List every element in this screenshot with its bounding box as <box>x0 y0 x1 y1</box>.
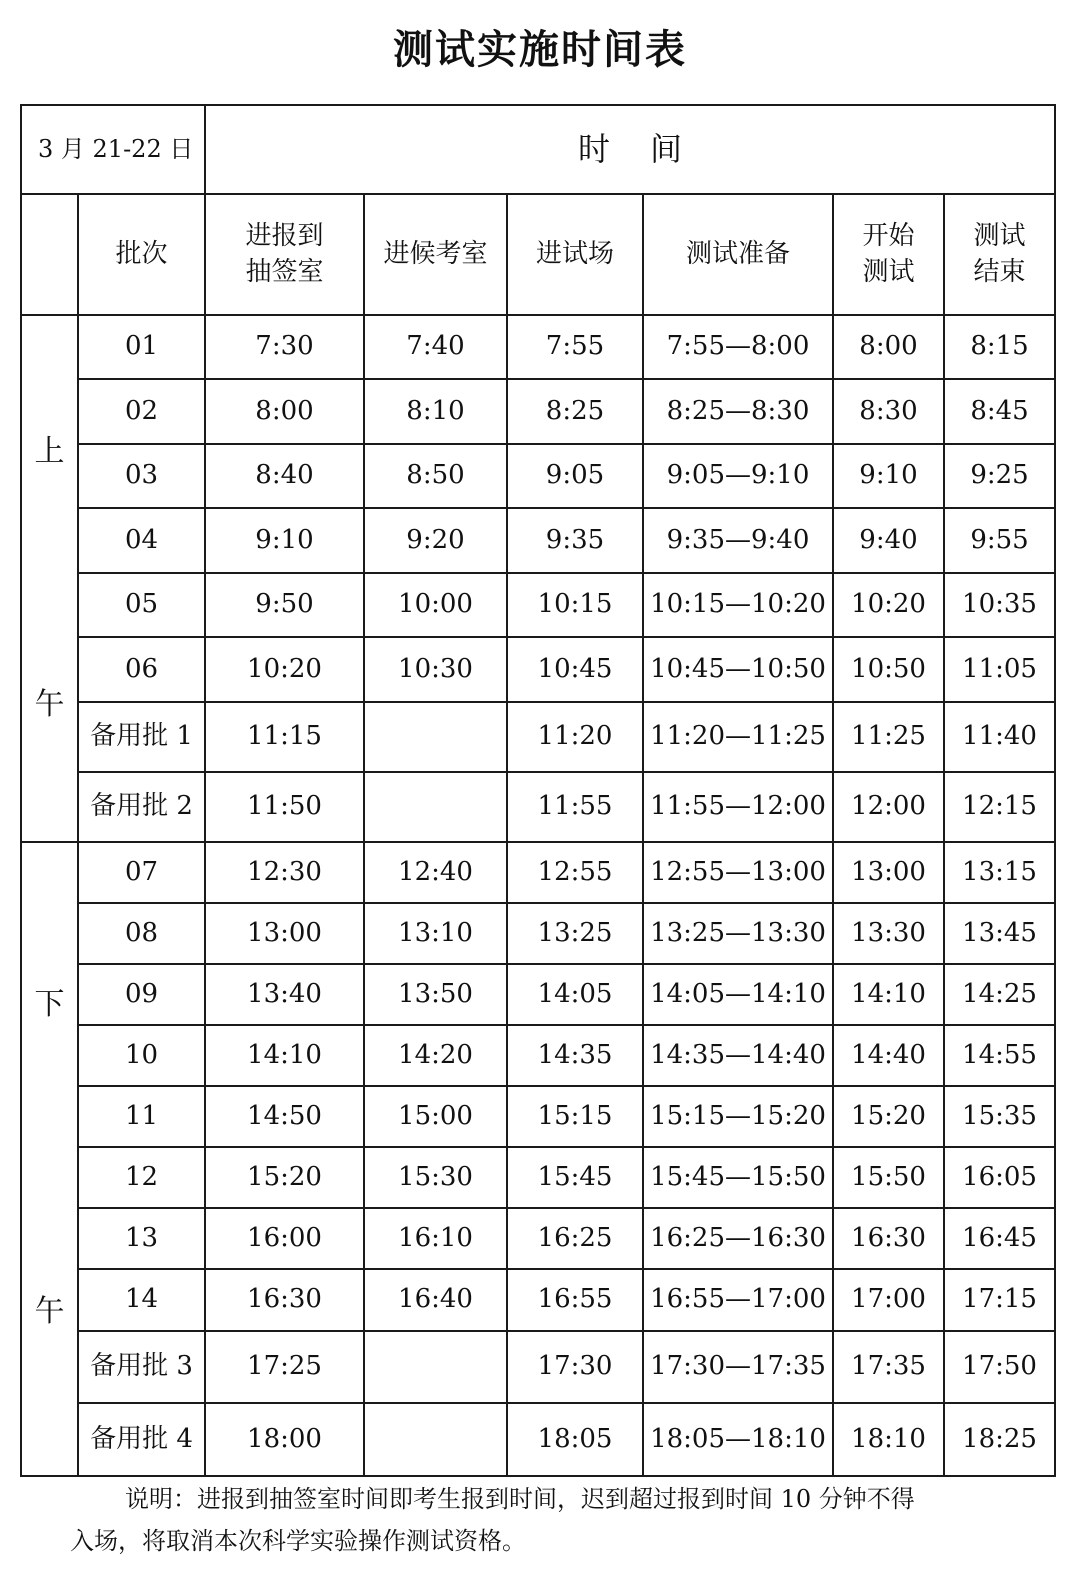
header-end-line1: 测试 <box>973 221 1026 252</box>
report-cell: 13:40 <box>205 964 364 1025</box>
batch-cell: 09 <box>78 964 205 1025</box>
table-row <box>21 1403 1055 1476</box>
start-cell: 15:20 <box>833 1086 944 1147</box>
enter-cell: 10:15 <box>507 573 643 637</box>
start-cell: 14:10 <box>833 964 944 1025</box>
start-cell: 17:00 <box>833 1269 944 1331</box>
prep-cell: 15:15—15:20 <box>643 1086 833 1147</box>
end-cell: 8:45 <box>944 379 1055 444</box>
header-report-line2: 抽签室 <box>245 256 324 287</box>
header-blank-cell <box>21 194 78 315</box>
header-start-line2: 测试 <box>862 256 915 287</box>
enter-cell: 14:35 <box>507 1025 643 1086</box>
enter-cell: 18:05 <box>507 1403 643 1476</box>
prep-cell: 13:25—13:30 <box>643 903 833 964</box>
end-cell: 13:15 <box>944 842 1055 903</box>
header-enter-field: 进试场 <box>507 194 643 315</box>
batch-cell: 01 <box>78 315 205 379</box>
start-cell: 12:00 <box>833 772 944 842</box>
start-cell: 16:30 <box>833 1208 944 1269</box>
waiting-cell <box>364 1331 507 1403</box>
start-cell: 8:30 <box>833 379 944 444</box>
batch-cell: 06 <box>78 637 205 702</box>
afternoon-period-char: 午 <box>34 1294 65 1330</box>
column-header-row <box>21 194 1055 315</box>
enter-cell: 8:25 <box>507 379 643 444</box>
batch-cell: 02 <box>78 379 205 444</box>
table-row <box>21 573 1055 637</box>
enter-cell: 10:45 <box>507 637 643 702</box>
header-start-line1: 开始 <box>862 221 915 252</box>
report-cell: 9:50 <box>205 573 364 637</box>
enter-cell: 13:25 <box>507 903 643 964</box>
enter-cell: 11:55 <box>507 772 643 842</box>
table-row <box>21 1086 1055 1147</box>
afternoon-period-cell <box>21 842 78 1476</box>
prep-cell: 18:05—18:10 <box>643 1403 833 1476</box>
table-row <box>21 315 1055 379</box>
end-cell: 14:25 <box>944 964 1055 1025</box>
waiting-cell: 10:30 <box>364 637 507 702</box>
start-cell: 18:10 <box>833 1403 944 1476</box>
report-cell: 14:50 <box>205 1086 364 1147</box>
waiting-cell: 7:40 <box>364 315 507 379</box>
start-cell: 14:40 <box>833 1025 944 1086</box>
enter-cell: 15:15 <box>507 1086 643 1147</box>
end-cell: 16:05 <box>944 1147 1055 1208</box>
end-cell: 8:15 <box>944 315 1055 379</box>
waiting-cell: 16:40 <box>364 1269 507 1331</box>
report-cell: 13:00 <box>205 903 364 964</box>
waiting-cell: 10:00 <box>364 573 507 637</box>
batch-cell: 12 <box>78 1147 205 1208</box>
end-cell: 12:15 <box>944 772 1055 842</box>
report-cell: 12:30 <box>205 842 364 903</box>
report-cell: 14:10 <box>205 1025 364 1086</box>
start-cell: 9:10 <box>833 444 944 508</box>
prep-cell: 14:05—14:10 <box>643 964 833 1025</box>
waiting-cell <box>364 1403 507 1476</box>
table-row <box>21 1331 1055 1403</box>
header-prep: 测试准备 <box>643 194 833 315</box>
table-row <box>21 1269 1055 1331</box>
footnote <box>70 1478 1030 1562</box>
prep-cell: 11:20—11:25 <box>643 702 833 772</box>
enter-cell: 9:05 <box>507 444 643 508</box>
end-cell: 13:45 <box>944 903 1055 964</box>
table-row <box>21 964 1055 1025</box>
report-cell: 15:20 <box>205 1147 364 1208</box>
start-cell: 13:30 <box>833 903 944 964</box>
time-header: 时间 <box>205 105 1055 194</box>
footnote-line1: 说明：进报到抽签室时间即考生报到时间，迟到超过报到时间 10 分钟不得 <box>125 1485 915 1513</box>
waiting-cell: 15:00 <box>364 1086 507 1147</box>
end-cell: 14:55 <box>944 1025 1055 1086</box>
report-cell: 8:00 <box>205 379 364 444</box>
footnote-line2: 入场，将取消本次科学实验操作测试资格。 <box>70 1527 526 1555</box>
enter-cell: 16:55 <box>507 1269 643 1331</box>
prep-cell: 11:55—12:00 <box>643 772 833 842</box>
enter-cell: 11:20 <box>507 702 643 772</box>
table-row <box>21 702 1055 772</box>
report-cell: 7:30 <box>205 315 364 379</box>
prep-cell: 16:25—16:30 <box>643 1208 833 1269</box>
header-end-line2: 结束 <box>973 256 1026 287</box>
prep-cell: 16:55—17:00 <box>643 1269 833 1331</box>
report-cell: 18:00 <box>205 1403 364 1476</box>
enter-cell: 14:05 <box>507 964 643 1025</box>
enter-cell: 16:25 <box>507 1208 643 1269</box>
end-cell: 9:55 <box>944 508 1055 573</box>
schedule-table <box>20 104 1056 1477</box>
header-start <box>833 194 944 315</box>
enter-cell: 17:30 <box>507 1331 643 1403</box>
batch-cell: 04 <box>78 508 205 573</box>
table-top-row <box>21 105 1055 194</box>
morning-period-char: 午 <box>34 687 65 722</box>
end-cell: 9:25 <box>944 444 1055 508</box>
waiting-cell: 13:50 <box>364 964 507 1025</box>
waiting-cell: 12:40 <box>364 842 507 903</box>
header-waiting-room: 进候考室 <box>364 194 507 315</box>
table-row <box>21 637 1055 702</box>
date-label: 3 月 21-22 日 <box>21 105 205 194</box>
end-cell: 17:15 <box>944 1269 1055 1331</box>
prep-cell: 15:45—15:50 <box>643 1147 833 1208</box>
prep-cell: 10:45—10:50 <box>643 637 833 702</box>
end-cell: 18:25 <box>944 1403 1055 1476</box>
batch-cell: 13 <box>78 1208 205 1269</box>
batch-cell: 14 <box>78 1269 205 1331</box>
batch-cell: 05 <box>78 573 205 637</box>
table-row <box>21 1208 1055 1269</box>
header-report <box>205 194 364 315</box>
prep-cell: 14:35—14:40 <box>643 1025 833 1086</box>
table-row <box>21 379 1055 444</box>
end-cell: 16:45 <box>944 1208 1055 1269</box>
waiting-cell: 9:20 <box>364 508 507 573</box>
batch-cell: 08 <box>78 903 205 964</box>
report-cell: 9:10 <box>205 508 364 573</box>
report-cell: 16:30 <box>205 1269 364 1331</box>
end-cell: 15:35 <box>944 1086 1055 1147</box>
table-row <box>21 444 1055 508</box>
waiting-cell <box>364 772 507 842</box>
end-cell: 10:35 <box>944 573 1055 637</box>
table-row <box>21 508 1055 573</box>
table-row <box>21 842 1055 903</box>
batch-cell: 11 <box>78 1086 205 1147</box>
morning-period-cell <box>21 315 78 842</box>
table-row <box>21 1025 1055 1086</box>
start-cell: 15:50 <box>833 1147 944 1208</box>
report-cell: 11:50 <box>205 772 364 842</box>
waiting-cell: 15:30 <box>364 1147 507 1208</box>
waiting-cell: 13:10 <box>364 903 507 964</box>
prep-cell: 12:55—13:00 <box>643 842 833 903</box>
batch-cell: 备用批 4 <box>78 1403 205 1476</box>
waiting-cell <box>364 702 507 772</box>
report-cell: 11:15 <box>205 702 364 772</box>
header-batch: 批次 <box>78 194 205 315</box>
waiting-cell: 16:10 <box>364 1208 507 1269</box>
batch-cell: 备用批 3 <box>78 1331 205 1403</box>
prep-cell: 8:25—8:30 <box>643 379 833 444</box>
waiting-cell: 8:10 <box>364 379 507 444</box>
end-cell: 17:50 <box>944 1331 1055 1403</box>
report-cell: 17:25 <box>205 1331 364 1403</box>
start-cell: 17:35 <box>833 1331 944 1403</box>
prep-cell: 10:15—10:20 <box>643 573 833 637</box>
afternoon-period-char: 下 <box>34 987 65 1023</box>
report-cell: 8:40 <box>205 444 364 508</box>
prep-cell: 9:05—9:10 <box>643 444 833 508</box>
end-cell: 11:40 <box>944 702 1055 772</box>
end-cell: 11:05 <box>944 637 1055 702</box>
prep-cell: 17:30—17:35 <box>643 1331 833 1403</box>
enter-cell: 7:55 <box>507 315 643 379</box>
enter-cell: 15:45 <box>507 1147 643 1208</box>
batch-cell: 备用批 1 <box>78 702 205 772</box>
start-cell: 11:25 <box>833 702 944 772</box>
prep-cell: 7:55—8:00 <box>643 315 833 379</box>
morning-period-char: 上 <box>34 433 65 469</box>
batch-cell: 07 <box>78 842 205 903</box>
header-report-line1: 进报到 <box>245 221 324 252</box>
report-cell: 10:20 <box>205 637 364 702</box>
start-cell: 13:00 <box>833 842 944 903</box>
batch-cell: 备用批 2 <box>78 772 205 842</box>
enter-cell: 12:55 <box>507 842 643 903</box>
report-cell: 16:00 <box>205 1208 364 1269</box>
start-cell: 10:50 <box>833 637 944 702</box>
prep-cell: 9:35—9:40 <box>643 508 833 573</box>
start-cell: 9:40 <box>833 508 944 573</box>
waiting-cell: 14:20 <box>364 1025 507 1086</box>
header-end <box>944 194 1055 315</box>
start-cell: 10:20 <box>833 573 944 637</box>
table-row <box>21 903 1055 964</box>
batch-cell: 10 <box>78 1025 205 1086</box>
page-title: 测试实施时间表 <box>393 26 687 73</box>
batch-cell: 03 <box>78 444 205 508</box>
table-row <box>21 772 1055 842</box>
waiting-cell: 8:50 <box>364 444 507 508</box>
start-cell: 8:00 <box>833 315 944 379</box>
table-row <box>21 1147 1055 1208</box>
enter-cell: 9:35 <box>507 508 643 573</box>
